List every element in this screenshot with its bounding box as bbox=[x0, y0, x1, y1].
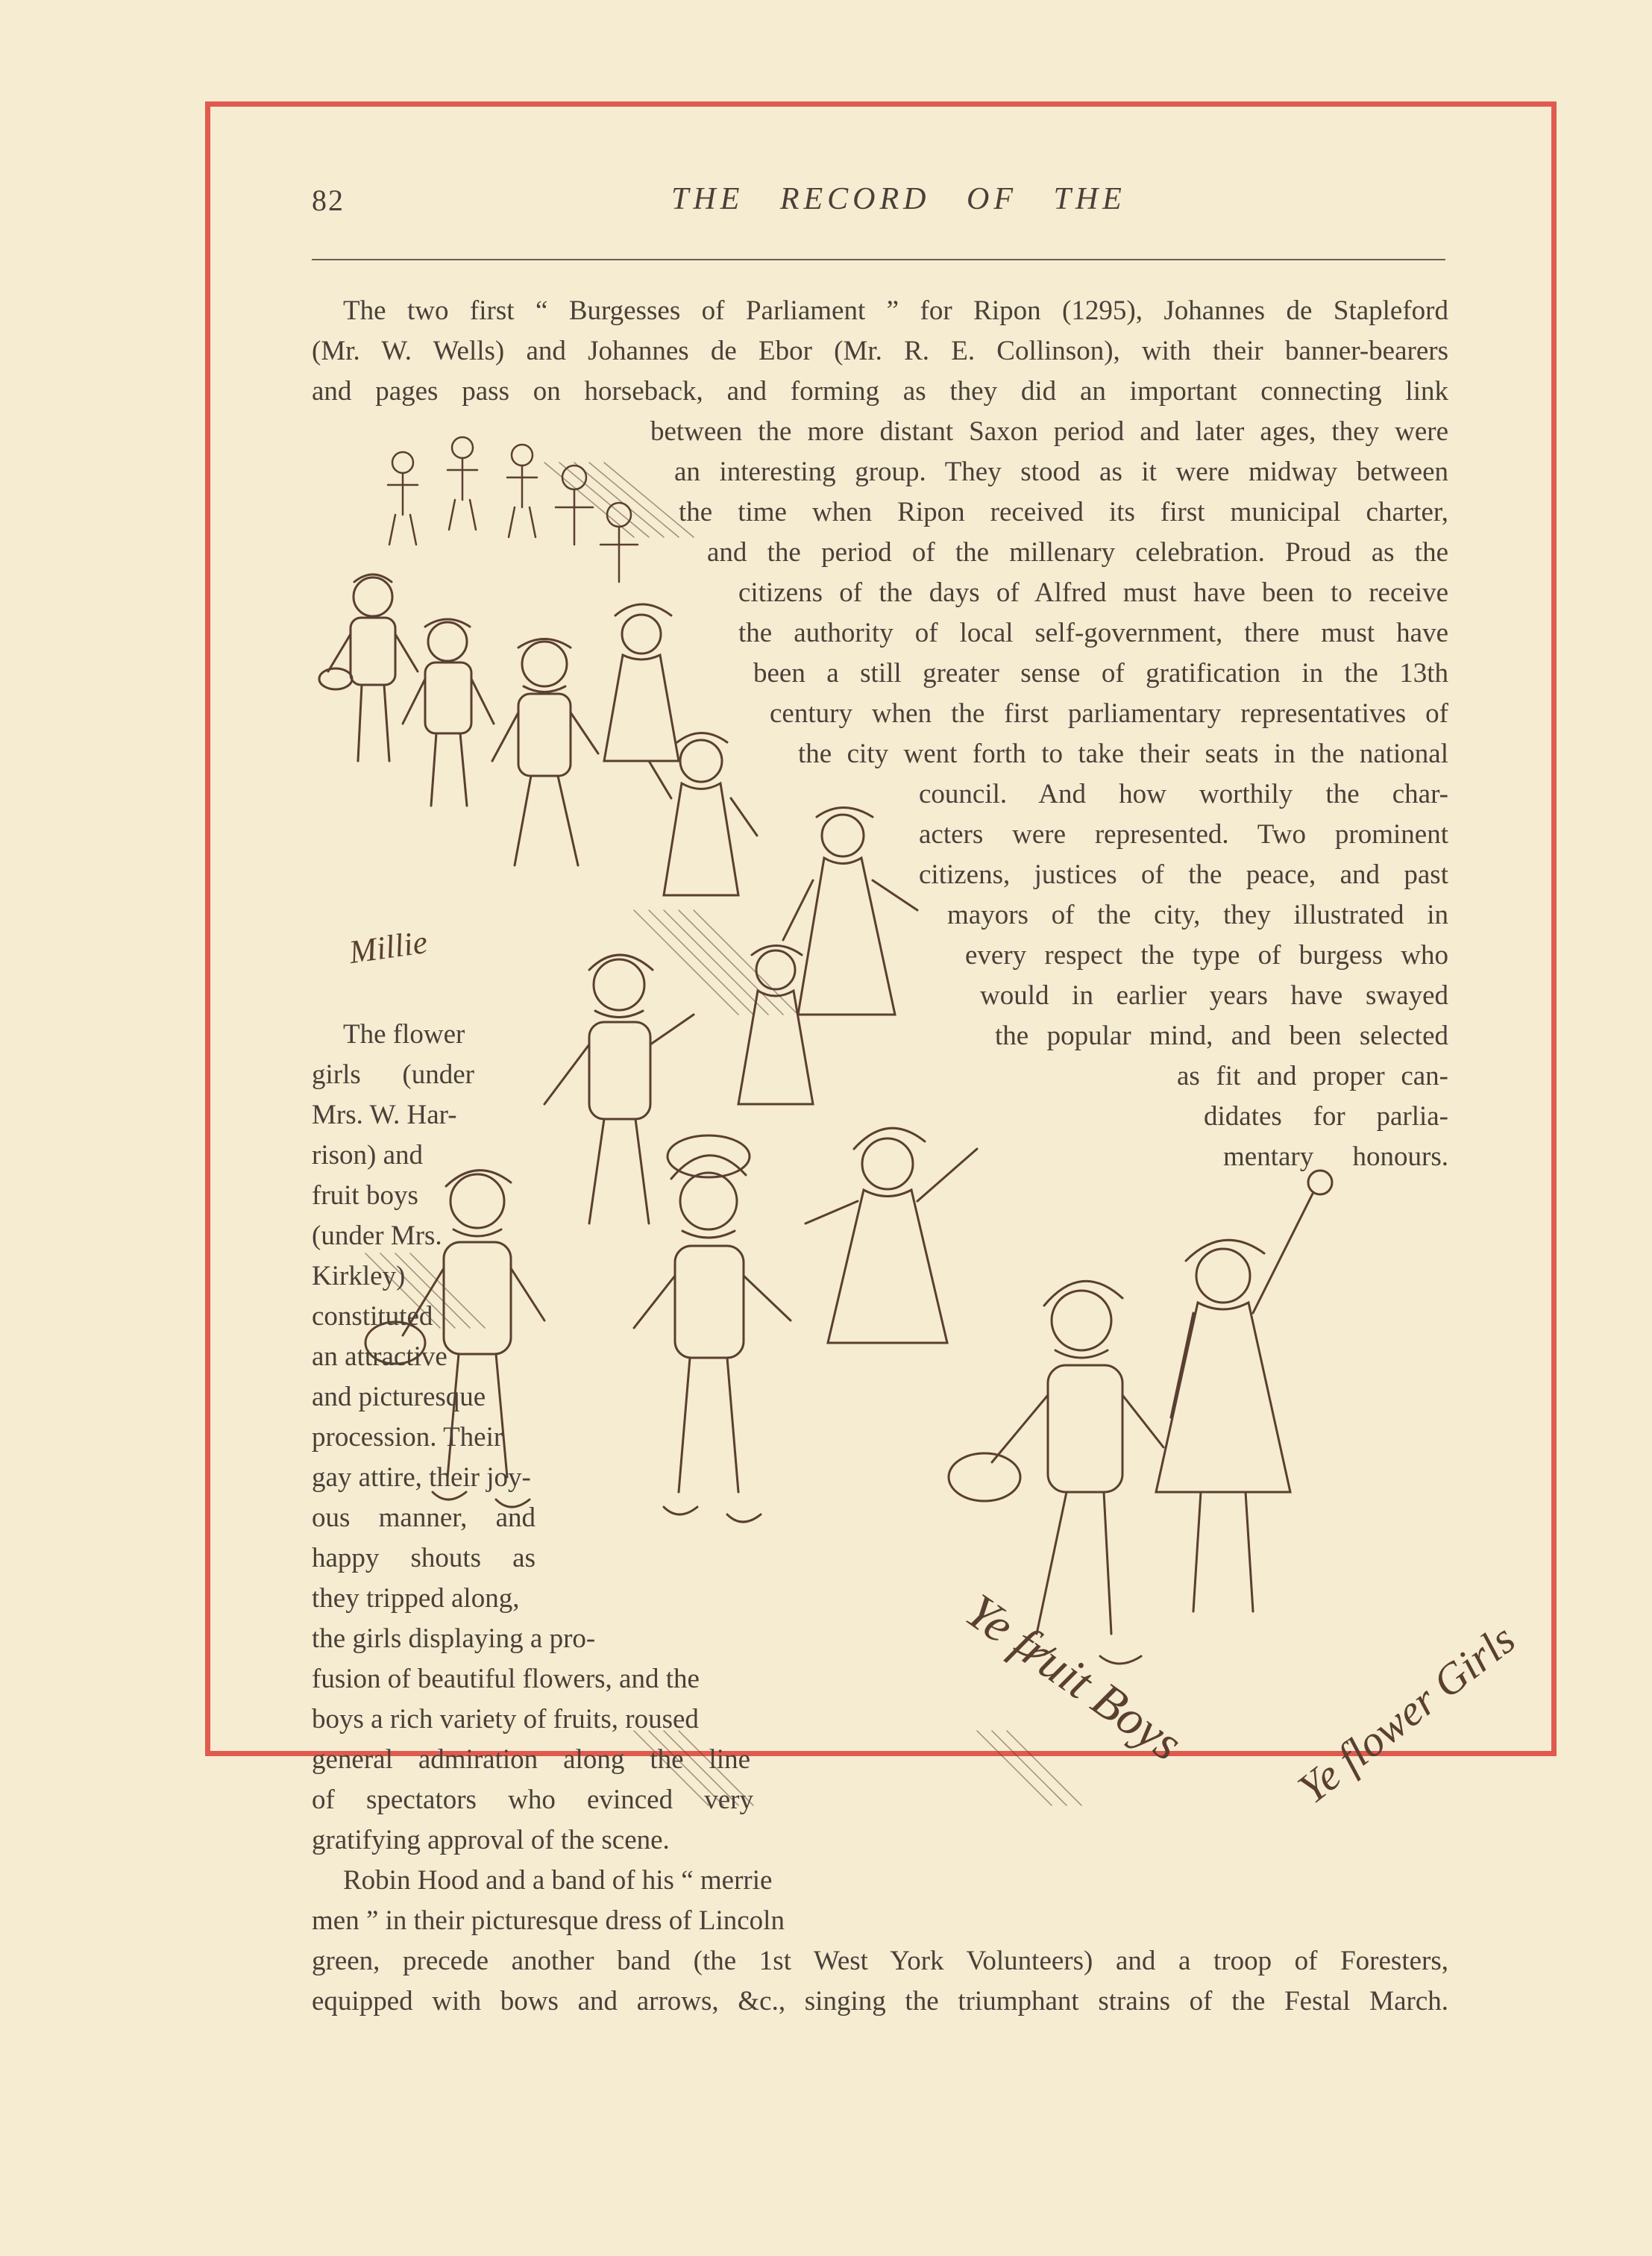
flower-girl-figure-5 bbox=[805, 1128, 977, 1343]
body-line: men ” in their picturesque dress of Lincoln bbox=[312, 1905, 785, 1936]
body-line: the city went forth to take their seats in the national bbox=[798, 739, 1448, 769]
header-rule bbox=[312, 259, 1445, 260]
body-line: century when the first parliamentary representatives of bbox=[770, 698, 1448, 729]
body-line: and the period of the millenary celebration. Proud as the bbox=[707, 537, 1448, 568]
body-line: acters were represented. Two prominent bbox=[919, 819, 1448, 850]
fruit-boy-figure-3 bbox=[634, 1135, 791, 1522]
caption-fruit-boys: Ye fruit Boys bbox=[955, 1583, 1192, 1772]
body-line: happy shouts as bbox=[312, 1543, 536, 1573]
body-line: (under Mrs. bbox=[312, 1221, 442, 1251]
body-line: Kirkley) bbox=[312, 1261, 406, 1291]
girl-figure-1 bbox=[604, 604, 679, 761]
girl-figure-3 bbox=[783, 808, 917, 1015]
body-line: between the more distant Saxon period and later ages, they were bbox=[650, 416, 1448, 447]
body-line: of spectators who evinced very bbox=[312, 1785, 753, 1815]
page-number: 82 bbox=[312, 184, 345, 217]
body-line: and pages pass on horseback, and forming as they did an important connecting link bbox=[312, 376, 1448, 407]
body-line: constituted bbox=[312, 1301, 433, 1332]
body-line: citizens of the days of Alfred must have been to receive bbox=[738, 577, 1448, 608]
body-line: the authority of local self-government, there must have bbox=[738, 618, 1448, 648]
body-line: The flower bbox=[343, 1019, 465, 1050]
body-line: gay attire, their joy- bbox=[312, 1462, 531, 1493]
body-line: council. And how worthily the char- bbox=[919, 779, 1448, 809]
fruit-boy-figure-1 bbox=[544, 955, 694, 1223]
body-line: rison) and bbox=[312, 1140, 423, 1171]
body-line: Mrs. W. Har- bbox=[312, 1100, 457, 1130]
body-line: general admiration along the line bbox=[312, 1744, 750, 1775]
body-line: ous manner, and bbox=[312, 1503, 536, 1533]
body-line: girls (under bbox=[312, 1059, 474, 1090]
body-line: the popular mind, and been selected bbox=[995, 1021, 1448, 1051]
body-line: every respect the type of burgess who bbox=[965, 940, 1448, 971]
girl-figure-4 bbox=[738, 946, 813, 1105]
boy-figure-1 bbox=[319, 574, 418, 761]
body-line: green, precede another band (the 1st West York Volunteers) and a troop of Foresters, bbox=[312, 1946, 1448, 1976]
body-line: an attractive bbox=[312, 1341, 447, 1372]
body-line: mentary honours. bbox=[1223, 1141, 1448, 1172]
body-line: been a still greater sense of gratification in the 13th bbox=[753, 658, 1448, 689]
body-line: an interesting group. They stood as it were midway between bbox=[674, 457, 1448, 487]
running-head: THE RECORD OF THE bbox=[671, 182, 1126, 216]
body-line: (Mr. W. Wells) and Johannes de Ebor (Mr. R. E. Collinson), with their banner-bearers bbox=[312, 336, 1448, 366]
body-line: would in earlier years have swayed bbox=[980, 980, 1448, 1011]
body-line: boys a rich variety of fruits, roused bbox=[312, 1704, 699, 1735]
body-line: the time when Ripon received its first municipal charter, bbox=[679, 497, 1448, 527]
body-line: gratifying approval of the scene. bbox=[312, 1825, 670, 1855]
body-line: they tripped along, bbox=[312, 1583, 520, 1614]
body-line: mayors of the city, they illustrated in bbox=[947, 900, 1448, 930]
boy-figure-2 bbox=[403, 619, 494, 806]
body-line: equipped with bows and arrows, &c., singing the triumphant strains of the Festal March. bbox=[312, 1986, 1448, 2017]
body-line: The two first “ Burgesses of Parliament ” for Ripon (1295), Johannes de Stapleford bbox=[343, 295, 1448, 326]
body-line: as fit and proper can- bbox=[1177, 1061, 1448, 1091]
body-line: Robin Hood and a band of his “ merrie bbox=[343, 1865, 773, 1896]
body-line: fusion of beautiful flowers, and the bbox=[312, 1664, 700, 1694]
flower-girl-figure-6 bbox=[1156, 1171, 1332, 1611]
boy-figure-3 bbox=[492, 639, 598, 866]
body-line: citizens, justices of the peace, and past bbox=[919, 859, 1448, 890]
artist-signature: Millie bbox=[347, 923, 430, 971]
body-line: the girls displaying a pro- bbox=[312, 1623, 596, 1654]
caption-flower-girls: Ye flower Girls bbox=[1288, 1614, 1524, 1814]
girl-figure-2 bbox=[649, 733, 757, 896]
body-line: fruit boys bbox=[312, 1180, 418, 1211]
body-line: procession. Their bbox=[312, 1422, 503, 1453]
body-line: and picturesque bbox=[312, 1382, 486, 1412]
body-line: didates for parlia- bbox=[1204, 1101, 1448, 1132]
